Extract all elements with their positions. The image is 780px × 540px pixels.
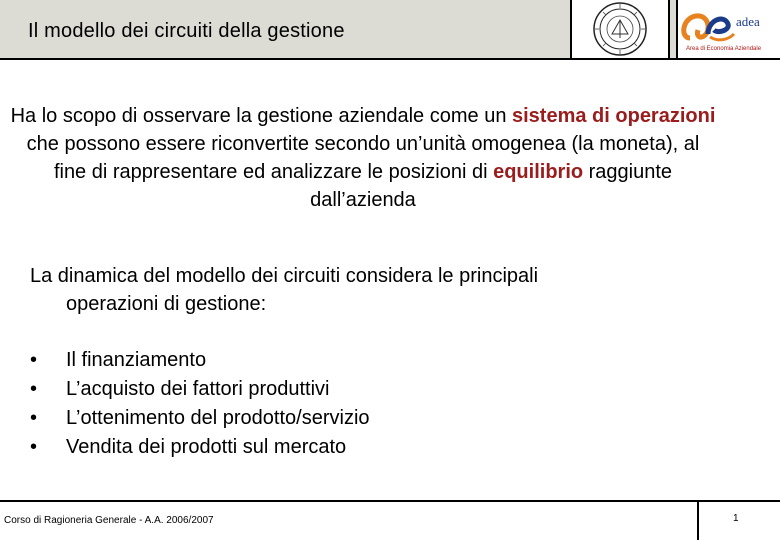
intro-paragraph — [10, 102, 716, 214]
list-item — [30, 346, 370, 375]
list-item-label: Il finanziamento — [66, 349, 207, 371]
slide-title: Il modello dei circuiti della gestione — [28, 20, 345, 42]
bullet-icon: • — [30, 349, 38, 371]
list-item — [30, 433, 370, 462]
dynamics-line1: La dinamica del modello dei circuiti considera le principali — [30, 265, 539, 287]
list-item — [30, 404, 370, 433]
intro-text-part2: che possono essere riconvertite secondo un’unità omogenea (la moneta), al fine di rappresentare ed analizzare le posizioni di — [26, 133, 700, 183]
list-item-label: Vendita dei prodotti sul mercato — [66, 436, 347, 458]
intro-text-part1: Ha lo scopo di osservare la gestione aziendale come un — [10, 105, 512, 127]
adea-logo-icon — [678, 0, 780, 58]
adea-logo-name: adea — [736, 14, 760, 29]
university-seal-logo — [570, 0, 670, 58]
list-item-label: L’ottenimento del prodotto/servizio — [66, 407, 370, 429]
list-item-label: L’acquisto dei fattori produttivi — [66, 378, 330, 400]
adea-logo-subtitle: Area di Economia Aziendale — [686, 46, 762, 52]
intro-highlight-system: sistema di operazioni — [512, 105, 716, 127]
intro-highlight-equilibrium: equilibrio — [493, 161, 584, 183]
footer-course: Corso di Ragioneria Generale - A.A. 2006/2007 — [4, 515, 214, 526]
slide-header — [0, 0, 780, 60]
bullet-icon: • — [30, 407, 38, 429]
adea-logo — [676, 0, 780, 58]
footer-separator — [697, 500, 699, 540]
seal-icon — [572, 0, 668, 58]
bullet-icon: • — [30, 378, 38, 400]
list-item — [30, 375, 370, 404]
operations-list — [30, 346, 370, 462]
intro-text-part3: raggiunte dall’azienda — [310, 161, 673, 211]
page-number: 1 — [733, 513, 739, 524]
footer-divider — [0, 500, 780, 502]
dynamics-line2: operazioni di gestione: — [66, 293, 267, 315]
dynamics-paragraph — [30, 262, 690, 318]
bullet-icon: • — [30, 436, 38, 458]
